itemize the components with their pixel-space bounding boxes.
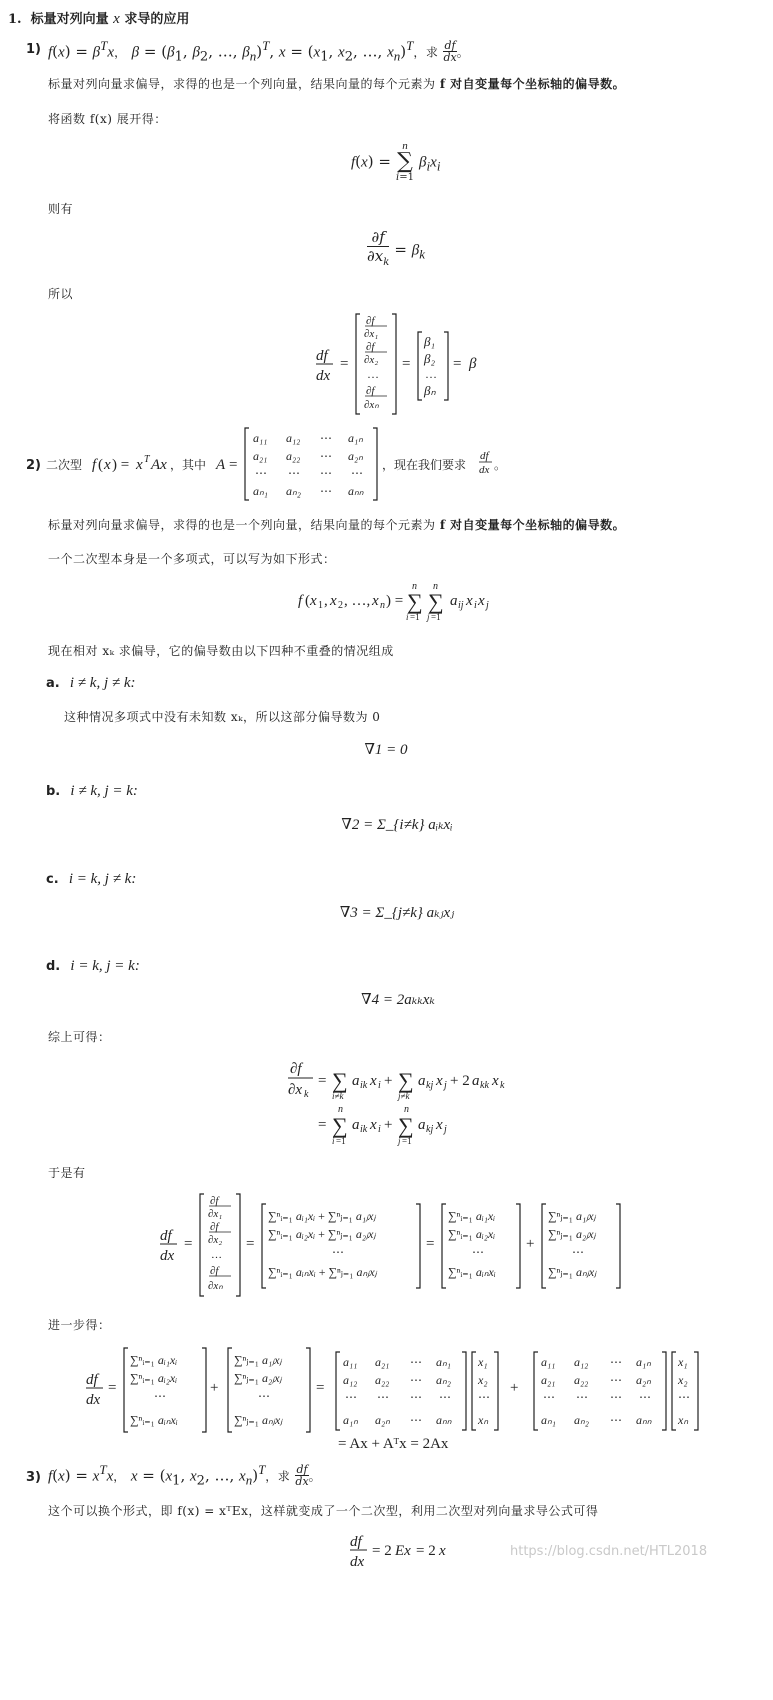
svg-text:a₁ₙ: a₁ₙ [348, 431, 363, 445]
svg-text:(: ( [305, 593, 310, 609]
svg-text:2: 2 [338, 600, 343, 611]
svg-text:∑ⁿᵢ₌₁ aᵢₙxᵢ: ∑ⁿᵢ₌₁ aᵢₙxᵢ [130, 1413, 178, 1427]
watermark: https://blog.csdn.net/HTL2018 [510, 1544, 708, 1559]
svg-text:⋯: ⋯ [543, 1390, 555, 1404]
hence-text: 于是有 [48, 1166, 86, 1180]
svg-text:，现在我们要求: ，现在我们要求 [382, 458, 467, 472]
svg-text:∑ⁿᵢ₌₁ aᵢ₂xᵢ: ∑ⁿᵢ₌₁ aᵢ₂xᵢ [448, 1227, 496, 1241]
further-text: 进一步得： [48, 1318, 111, 1332]
svg-text:a₁ₙ: a₁ₙ [343, 1413, 358, 1427]
svg-text:x: x [436, 1117, 443, 1133]
svg-text:∑ⁿⱼ₌₁ aₙⱼxⱼ: ∑ⁿⱼ₌₁ aₙⱼxⱼ [234, 1413, 283, 1427]
svg-text:∂x₁: ∂x₁ [364, 328, 379, 340]
svg-text:dx: dx [350, 1554, 365, 1570]
svg-text:aₙ₁: aₙ₁ [541, 1413, 556, 1427]
item-2-poly-text: 一个二次型本身是一个多项式，可以写为如下形式： [48, 552, 336, 566]
svg-text:∂f: ∂f [210, 1195, 219, 1207]
svg-text:=1: =1 [431, 612, 441, 622]
svg-text:x: x [104, 457, 111, 473]
svg-text:⋯: ⋯ [154, 1389, 166, 1403]
svg-text:a₂₁: a₂₁ [253, 449, 268, 463]
svg-text:⋯: ⋯ [377, 1390, 389, 1404]
item-2-poly-figure [298, 580, 518, 622]
case-b-heading: b. i ≠ k, j = k: [46, 783, 138, 799]
svg-text:x: x [492, 1073, 499, 1089]
svg-text:+: + [526, 1236, 535, 1252]
svg-text:+ 2: + 2 [450, 1073, 470, 1089]
svg-text:∑ⁿⱼ₌₁ aₙⱼxⱼ: ∑ⁿⱼ₌₁ aₙⱼxⱼ [548, 1265, 597, 1279]
svg-text:x₂: x₂ [478, 1373, 488, 1387]
svg-text:(: ( [98, 457, 103, 473]
svg-text:T: T [144, 454, 150, 465]
svg-text:= 2: = 2 [416, 1543, 436, 1559]
case-a-note: 这种情况多项式中没有未知数 xₖ，所以这部分偏导数为 0 [64, 710, 381, 724]
svg-text:⋯: ⋯ [610, 1390, 622, 1404]
svg-text:βₙ: βₙ [424, 383, 436, 398]
case-b-equation: ∇2 = Σ_{i≠k} aᵢₖxᵢ [341, 817, 453, 833]
svg-text:aₙ₂: aₙ₂ [286, 484, 301, 498]
svg-text:i: i [378, 1080, 381, 1091]
svg-text:) =: ) = [386, 593, 404, 609]
svg-text:∂x₂: ∂x₂ [208, 1234, 223, 1246]
svg-text:i: i [332, 1136, 335, 1146]
svg-text:=1: =1 [410, 612, 420, 622]
svg-text:df: df [480, 450, 489, 462]
svg-text:⋯: ⋯ [478, 1390, 490, 1404]
svg-text:a₁₁: a₁₁ [253, 431, 268, 445]
svg-text:∂f: ∂f [366, 385, 375, 397]
svg-text:=: = [453, 356, 462, 372]
svg-text:aₙₙ: aₙₙ [436, 1413, 452, 1427]
svg-text:∑ⁿⱼ₌₁ a₂ⱼxⱼ: ∑ⁿⱼ₌₁ a₂ⱼxⱼ [234, 1371, 282, 1385]
svg-text:β₂: β₂ [424, 351, 435, 366]
svg-text:a₁₁: a₁₁ [541, 1355, 556, 1369]
svg-text:∑: ∑ [398, 1113, 414, 1138]
svg-text:k: k [500, 1080, 505, 1091]
svg-text:x₁: x₁ [678, 1355, 688, 1369]
case-c-heading: c. i = k, j ≠ k: [46, 871, 137, 887]
item-2-eq-poly [298, 580, 518, 626]
svg-text:x: x [478, 593, 485, 609]
svg-text:j: j [398, 1136, 401, 1146]
svg-text:+: + [384, 1073, 393, 1089]
item-1-then-text: 则有 [48, 202, 74, 216]
svg-text:=: = [246, 1236, 255, 1252]
svg-text:a: a [418, 1117, 426, 1133]
svg-text:⋯: ⋯ [610, 1413, 622, 1427]
svg-text:=: = [318, 1117, 327, 1133]
svg-text:a₂ₙ: a₂ₙ [375, 1413, 390, 1427]
svg-text:∂f: ∂f [366, 341, 375, 353]
svg-text:a₁₂: a₁₂ [574, 1355, 589, 1369]
svg-text:j≠k: j≠k [398, 1091, 410, 1101]
svg-text:∑: ∑ [332, 1068, 348, 1093]
svg-text:∑ⁿⱼ₌₁ a₂ⱼxⱼ: ∑ⁿⱼ₌₁ a₂ⱼxⱼ [548, 1227, 596, 1241]
item-2-partial-text: 现在相对 xₖ 求偏导，它的偏导数由以下四种不重叠的情况组成 [48, 644, 394, 658]
summary-text: 综上可得： [48, 1030, 111, 1044]
svg-text:=: = [318, 1073, 327, 1089]
svg-text:ik: ik [360, 1080, 368, 1091]
svg-text:∂xₙ: ∂xₙ [208, 1280, 223, 1292]
svg-text:⋯: ⋯ [345, 1390, 357, 1404]
svg-text:∂x₂: ∂x₂ [364, 354, 379, 366]
svg-text:⋯: ⋯ [678, 1390, 690, 1404]
svg-text:…: … [367, 367, 379, 381]
svg-text:∂f: ∂f [366, 315, 375, 327]
svg-text:x: x [439, 1543, 446, 1559]
svg-text:a₁₂: a₁₂ [343, 1373, 358, 1387]
svg-text:x: x [330, 593, 337, 609]
svg-text:⋯: ⋯ [472, 1245, 484, 1259]
svg-text:j: j [444, 1124, 447, 1135]
svg-text:∂f: ∂f [290, 1061, 302, 1077]
svg-text:a₂₁: a₂₁ [541, 1373, 556, 1387]
svg-text:n: n [433, 581, 438, 592]
svg-text:=1: =1 [336, 1136, 346, 1146]
svg-text:⋯: ⋯ [639, 1390, 651, 1404]
svg-text:a: a [450, 593, 458, 609]
svg-text:kk: kk [480, 1080, 489, 1091]
svg-text:∑ⁿᵢ₌₁ aᵢ₂xᵢ: ∑ⁿᵢ₌₁ aᵢ₂xᵢ [130, 1371, 178, 1385]
svg-text:a: a [418, 1073, 426, 1089]
svg-text:+: + [210, 1380, 219, 1396]
svg-text:β: β [469, 356, 477, 372]
hence-figure [160, 1190, 640, 1300]
svg-text:kj: kj [426, 1080, 434, 1091]
svg-text:∑ⁿᵢ₌₁ aᵢ₁xᵢ: ∑ⁿᵢ₌₁ aᵢ₁xᵢ [130, 1353, 178, 1367]
svg-text:∑ⁿᵢ₌₁ aᵢ₁xᵢ + ∑ⁿⱼ₌₁ a₁ⱼxⱼ: ∑ⁿᵢ₌₁ aᵢ₁xᵢ + ∑ⁿⱼ₌₁ a₁ⱼxⱼ [268, 1209, 376, 1223]
svg-text:二次型: 二次型 [46, 458, 83, 472]
svg-text:x: x [466, 593, 473, 609]
svg-text:∑: ∑ [407, 589, 423, 614]
svg-text:…: … [211, 1249, 222, 1261]
svg-text:a₂ₙ: a₂ₙ [348, 449, 363, 463]
svg-text:aₙ₁: aₙ₁ [436, 1355, 451, 1369]
case-a-heading: a. i ≠ k, j ≠ k: [46, 675, 136, 691]
svg-text:f: f [92, 457, 97, 473]
item-1-eq-vector [316, 310, 486, 422]
further-final-equation: = Ax + Aᵀx = 2Ax [338, 1436, 449, 1452]
svg-text:i: i [474, 600, 477, 611]
svg-text:a₁₂: a₁₂ [286, 431, 301, 445]
svg-text:=: = [426, 1236, 435, 1252]
svg-text:i: i [406, 612, 409, 622]
svg-text:a₁ₙ: a₁ₙ [636, 1355, 651, 1369]
svg-text:df: df [86, 1372, 98, 1388]
svg-text:a₂₁: a₂₁ [375, 1355, 390, 1369]
svg-text:=: = [108, 1380, 117, 1396]
svg-text:⋯: ⋯ [320, 431, 332, 445]
svg-text:β₁: β₁ [424, 334, 435, 349]
svg-text:⋯: ⋯ [410, 1390, 422, 1404]
item-3-label: 3) [26, 1470, 41, 1485]
item-1-so-text: 所以 [48, 287, 74, 301]
case-c-equation: ∇3 = Σ_{j≠k} aₖⱼxⱼ [339, 905, 455, 921]
svg-text:a₂₂: a₂₂ [286, 449, 301, 463]
title-number: 1. 标量对列向量 x 求导的应用 [8, 11, 190, 27]
svg-text:⋯: ⋯ [410, 1373, 422, 1387]
summary-equation [286, 1056, 526, 1152]
svg-text:k: k [304, 1089, 309, 1100]
svg-text:⋯: ⋯ [610, 1373, 622, 1387]
svg-text:n: n [338, 1104, 343, 1115]
svg-text:∂x: ∂x [288, 1082, 303, 1098]
svg-text:⋯: ⋯ [288, 466, 300, 480]
svg-text:a₂ₙ: a₂ₙ [636, 1373, 651, 1387]
svg-text:∑ⁿⱼ₌₁ a₁ⱼxⱼ: ∑ⁿⱼ₌₁ a₁ⱼxⱼ [548, 1209, 596, 1223]
case-a-equation: ∇1 = 0 [364, 742, 408, 758]
svg-text:x₁: x₁ [478, 1355, 488, 1369]
svg-text:=: = [402, 356, 411, 372]
svg-text:x: x [370, 1073, 377, 1089]
svg-text:⋯: ⋯ [410, 1413, 422, 1427]
svg-text:dx: dx [479, 464, 490, 476]
item-1-vector-figure [316, 310, 486, 418]
svg-text:Ax: Ax [151, 457, 167, 473]
hence-equation [160, 1190, 640, 1304]
svg-text:= 2: = 2 [372, 1543, 392, 1559]
further-equation [86, 1340, 710, 1442]
svg-text:=1: =1 [402, 1136, 412, 1146]
item-2-statement-figure [46, 424, 516, 504]
svg-text:=: = [229, 457, 238, 473]
svg-text:x: x [370, 1117, 377, 1133]
item-3-equation [350, 1530, 460, 1574]
svg-text:i≠k: i≠k [332, 1091, 344, 1101]
case-d-equation: ∇4 = 2aₖₖxₖ [361, 992, 435, 1008]
svg-text:∂x₁: ∂x₁ [208, 1208, 223, 1220]
svg-text:aₙ₂: aₙ₂ [436, 1373, 451, 1387]
svg-text:a₂₂: a₂₂ [574, 1373, 589, 1387]
svg-text:df: df [316, 348, 328, 364]
svg-text:=: = [340, 356, 349, 372]
svg-text:=: = [184, 1236, 193, 1252]
case-d-heading: d. i = k, j = k: [46, 958, 140, 974]
svg-text:, …,: , …, [344, 593, 371, 609]
svg-text:…: … [425, 367, 437, 381]
svg-text:aₙₙ: aₙₙ [636, 1413, 652, 1427]
svg-text:dx: dx [86, 1392, 101, 1408]
svg-text:n: n [404, 1104, 409, 1115]
svg-text:A: A [216, 457, 226, 473]
svg-text:⋯: ⋯ [258, 1389, 270, 1403]
svg-text:⋯: ⋯ [320, 466, 332, 480]
svg-text:+: + [510, 1380, 519, 1396]
svg-text:⋯: ⋯ [572, 1245, 584, 1259]
svg-text:n: n [380, 600, 385, 611]
svg-text:x: x [436, 1073, 443, 1089]
svg-text:=: = [316, 1380, 325, 1396]
svg-text:⋯: ⋯ [255, 466, 267, 480]
svg-text:j: j [444, 1080, 447, 1091]
svg-text:⋯: ⋯ [439, 1390, 451, 1404]
svg-text:ik: ik [360, 1124, 368, 1135]
svg-text:⋯: ⋯ [332, 1245, 344, 1259]
svg-text:kj: kj [426, 1124, 434, 1135]
svg-text:dx: dx [160, 1248, 175, 1264]
svg-text:∂f: ∂f [210, 1265, 219, 1277]
item-1-eq-partial: $\frac{\partial f}{\partial x_k}$ = $\beta_k$ [367, 228, 425, 268]
svg-text:∂xₙ: ∂xₙ [364, 399, 379, 411]
item-3-description: 这个可以换个形式，即 f(x) = xᵀEx，这样就变成了一个二次型，利用二次型对列向量求导公式可得 [48, 1504, 599, 1518]
item-1-eq-expand: f(x) = n ∑ i=1 $\beta_ix_i$ [351, 140, 441, 183]
svg-text:i: i [378, 1124, 381, 1135]
svg-text:∂f: ∂f [210, 1221, 219, 1233]
svg-text:。: 。 [494, 458, 507, 472]
svg-text:⋯: ⋯ [320, 449, 332, 463]
svg-text:aₙₙ: aₙₙ [348, 484, 364, 498]
svg-text:aₙ₂: aₙ₂ [574, 1413, 589, 1427]
svg-text:⋯: ⋯ [410, 1355, 422, 1369]
item-1-description: 标量对列向量求偏导，求得的也是一个列向量，结果向量的每个元素为 f 对自变量每个坐标轴的偏导数。 [48, 77, 626, 91]
svg-text:1: 1 [318, 600, 323, 611]
svg-text:,: , [324, 593, 328, 609]
svg-text:a₂₂: a₂₂ [375, 1373, 390, 1387]
svg-text:df: df [350, 1534, 362, 1550]
svg-text:Ex: Ex [395, 1543, 411, 1559]
svg-text:a: a [352, 1073, 360, 1089]
svg-text:∑ⁿᵢ₌₁ aᵢ₂xᵢ + ∑ⁿⱼ₌₁ a₂ⱼxⱼ: ∑ⁿᵢ₌₁ aᵢ₂xᵢ + ∑ⁿⱼ₌₁ a₂ⱼxⱼ [268, 1227, 376, 1241]
section-title [8, 8, 189, 28]
item-3-equation-figure [350, 1530, 460, 1570]
svg-text:xₙ: xₙ [678, 1413, 689, 1427]
item-1-statement: $f(x) = \beta^Tx$， $\beta = (\beta_1$, $\beta_2$, …, $\beta_n)^T$, $x = (x_1$, $x_2$, …, $x_n)^T$，求 $\frac{df}{dx}$ 。 [48, 38, 470, 65]
item-2-label: 2) [26, 458, 41, 473]
svg-text:ij: ij [458, 600, 464, 611]
svg-text:a: a [472, 1073, 480, 1089]
svg-text:∑: ∑ [398, 1068, 414, 1093]
svg-text:) =: ) = [112, 457, 130, 473]
svg-text:a₁₁: a₁₁ [343, 1355, 358, 1369]
svg-text:，其中: ，其中 [170, 458, 207, 472]
svg-text:df: df [160, 1228, 172, 1244]
item-3-statement: $f(x) = x^Tx$， $x = (x_1$, $x_2$, …, $x_n)^T$，求 $\frac{df}{dx}$ 。 [48, 1462, 322, 1489]
svg-text:⋯: ⋯ [320, 484, 332, 498]
svg-text:∑ⁿᵢ₌₁ aᵢ₁xᵢ: ∑ⁿᵢ₌₁ aᵢ₁xᵢ [448, 1209, 496, 1223]
svg-text:x: x [372, 593, 379, 609]
svg-text:⋯: ⋯ [610, 1355, 622, 1369]
item-2-statement [46, 424, 516, 508]
svg-text:n: n [412, 581, 417, 592]
item-2-description: 标量对列向量求偏导，求得的也是一个列向量，结果向量的每个元素为 f 对自变量每个坐标轴的偏导数。 [48, 518, 626, 532]
item-1-label: 1) [26, 42, 41, 57]
svg-text:aₙ₁: aₙ₁ [253, 484, 268, 498]
svg-text:x: x [136, 457, 143, 473]
svg-text:∑: ∑ [332, 1113, 348, 1138]
svg-text:⋯: ⋯ [576, 1390, 588, 1404]
svg-text:⋯: ⋯ [351, 466, 363, 480]
svg-text:x: x [310, 593, 317, 609]
svg-text:j: j [486, 600, 489, 611]
svg-text:j: j [427, 612, 430, 622]
svg-text:x₂: x₂ [678, 1373, 688, 1387]
svg-text:dx: dx [316, 368, 331, 384]
svg-text:xₙ: xₙ [478, 1413, 489, 1427]
item-1-expand-text: 将函数 f(x) 展开得： [48, 112, 167, 126]
svg-text:+: + [384, 1117, 393, 1133]
svg-text:∑ⁿᵢ₌₁ aᵢₙxᵢ: ∑ⁿᵢ₌₁ aᵢₙxᵢ [448, 1265, 496, 1279]
summary-figure [286, 1056, 526, 1148]
svg-text:∑ⁿᵢ₌₁ aᵢₙxᵢ + ∑ⁿⱼ₌₁ aₙⱼxⱼ: ∑ⁿᵢ₌₁ aᵢₙxᵢ + ∑ⁿⱼ₌₁ aₙⱼxⱼ [268, 1265, 377, 1279]
svg-text:∑: ∑ [428, 589, 444, 614]
further-figure [86, 1340, 710, 1438]
svg-text:f: f [298, 593, 303, 609]
svg-text:∑ⁿⱼ₌₁ a₁ⱼxⱼ: ∑ⁿⱼ₌₁ a₁ⱼxⱼ [234, 1353, 282, 1367]
svg-text:a: a [352, 1117, 360, 1133]
